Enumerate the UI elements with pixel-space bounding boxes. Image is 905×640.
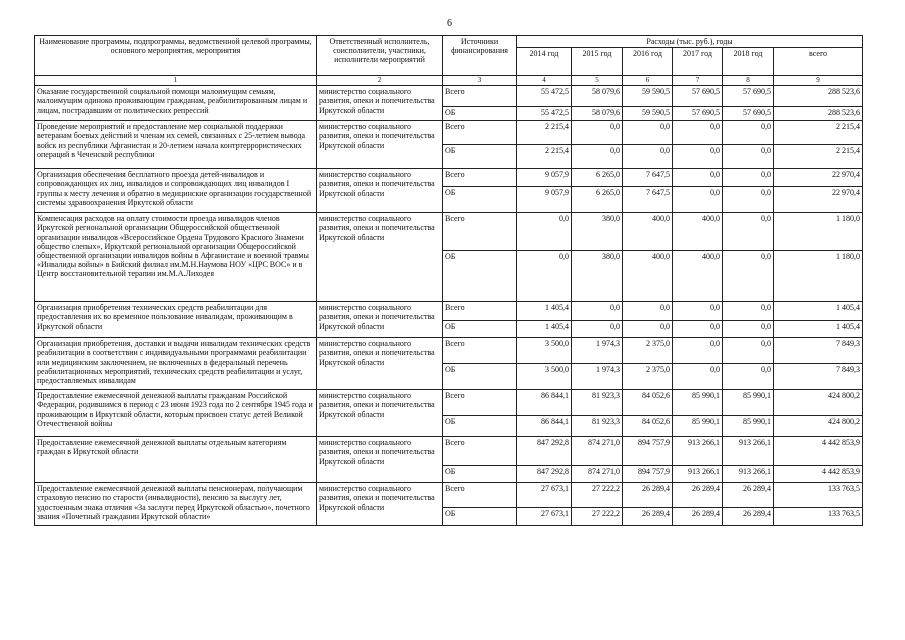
value-2016: 59 590,5 <box>623 86 673 107</box>
value-2017: 913 266,1 <box>673 437 723 466</box>
value-2014: 55 472,5 <box>517 86 572 107</box>
responsible-executor: министерство социального развития, опеки и попечительства Иркутской области <box>317 483 443 526</box>
value-2016: 26 289,4 <box>623 508 673 526</box>
value-2017: 0,0 <box>673 338 723 364</box>
value-2018: 85 990,1 <box>723 390 774 416</box>
value-2015: 1 974,3 <box>572 364 623 390</box>
value-2016: 84 052,6 <box>623 416 673 437</box>
value-2015: 81 923,3 <box>572 390 623 416</box>
column-number: 3 <box>443 76 517 86</box>
measure-name: Предоставление ежемесячной денежной выплаты отдельным категориям граждан в Иркутской области <box>35 437 317 483</box>
page-number: 6 <box>447 18 452 29</box>
value-2016: 400,0 <box>623 213 673 251</box>
value-2017: 0,0 <box>673 302 723 321</box>
value-2014: 1 405,4 <box>517 321 572 338</box>
value-2018: 0,0 <box>723 251 774 302</box>
value-2018: 913 266,1 <box>723 466 774 483</box>
value-2018: 0,0 <box>723 364 774 390</box>
expenses-table <box>34 35 863 526</box>
responsible-executor: министерство социального развития, опеки и попечительства Иркутской области <box>317 213 443 302</box>
value-2017: 57 690,5 <box>673 86 723 107</box>
value-2016: 894 757,9 <box>623 466 673 483</box>
column-number: 9 <box>774 76 863 86</box>
value-2017: 26 289,4 <box>673 508 723 526</box>
header-year-2017: 2017 год <box>673 48 723 76</box>
value-2018: 0,0 <box>723 121 774 145</box>
header-year-2015: 2015 год <box>572 48 623 76</box>
value-2015: 81 923,3 <box>572 416 623 437</box>
value-2015: 380,0 <box>572 251 623 302</box>
column-number: 5 <box>572 76 623 86</box>
value-total: 22 970,4 <box>774 187 863 213</box>
value-2017: 0,0 <box>673 145 723 169</box>
value-2014: 9 057,9 <box>517 169 572 187</box>
value-2016: 0,0 <box>623 145 673 169</box>
funding-source: Всего <box>443 390 517 416</box>
value-2017: 0,0 <box>673 364 723 390</box>
value-2015: 27 222,2 <box>572 508 623 526</box>
value-2014: 27 673,1 <box>517 508 572 526</box>
measure-name: Компенсация расходов на оплату стоимости проезда инвалидов членов Иркутской региональной организации Общероссийской общественной организации инвалидов «Всероссийское Ордена Трудового Красного Знамени общество слепых», Иркутской региональной организации Общероссийской общественной организации инвалидов войны в Афганистане и военной травмы «Инвалиды войны» в Бийский филиал им.М.Н.Наумова НОУ «ЦРС ВОС» и в Центр восстановительной терапии им.М.А.Лиходея <box>35 213 317 302</box>
value-2014: 0,0 <box>517 251 572 302</box>
value-2014: 27 673,1 <box>517 483 572 508</box>
value-total: 2 215,4 <box>774 145 863 169</box>
value-2015: 0,0 <box>572 302 623 321</box>
value-2015: 0,0 <box>572 121 623 145</box>
value-2015: 0,0 <box>572 321 623 338</box>
value-2016: 400,0 <box>623 251 673 302</box>
value-2017: 0,0 <box>673 187 723 213</box>
value-2016: 84 052,6 <box>623 390 673 416</box>
value-total: 4 442 853,9 <box>774 466 863 483</box>
value-2017: 400,0 <box>673 213 723 251</box>
funding-source: Всего <box>443 302 517 321</box>
responsible-executor: министерство социального развития, опеки и попечительства Иркутской области <box>317 302 443 338</box>
funding-source: Всего <box>443 483 517 508</box>
header-name: Наименование программы, подпрограммы, ведомственной целевой программы, основного мероприятия, мероприятия <box>35 36 317 76</box>
value-2016: 2 375,0 <box>623 338 673 364</box>
value-2014: 3 500,0 <box>517 364 572 390</box>
value-2015: 380,0 <box>572 213 623 251</box>
funding-source: ОБ <box>443 508 517 526</box>
value-total: 288 523,6 <box>774 107 863 121</box>
header-responsible: Ответственный исполнитель, соисполнители, участники, исполнители мероприятий <box>317 36 443 76</box>
column-number: 4 <box>517 76 572 86</box>
value-2015: 874 271,0 <box>572 466 623 483</box>
measure-name: Организация приобретения технических средств реабилитации для предоставления их во временное пользование инвалидам, проживающим в Иркутской области <box>35 302 317 338</box>
table-row <box>35 213 863 251</box>
funding-source: ОБ <box>443 187 517 213</box>
value-2016: 0,0 <box>623 121 673 145</box>
value-2015: 27 222,2 <box>572 483 623 508</box>
funding-source: Всего <box>443 169 517 187</box>
funding-source: Всего <box>443 86 517 107</box>
value-2016: 7 647,5 <box>623 169 673 187</box>
value-2018: 85 990,1 <box>723 416 774 437</box>
header-total: всего <box>774 48 863 76</box>
funding-source: Всего <box>443 213 517 251</box>
table-row <box>35 483 863 508</box>
value-total: 424 800,2 <box>774 416 863 437</box>
value-2018: 26 289,4 <box>723 483 774 508</box>
value-2016: 2 375,0 <box>623 364 673 390</box>
measure-name: Оказание государственной социальной помощи малоимущим семьям, малоимущим одиноко проживающим гражданам, реабилитированным лицам и лицам, пострадавшим от политических репрессий <box>35 86 317 121</box>
value-2018: 26 289,4 <box>723 508 774 526</box>
value-total: 133 763,5 <box>774 508 863 526</box>
value-2016: 0,0 <box>623 302 673 321</box>
measure-name: Организация обеспечения бесплатного проезда детей-инвалидов и сопровождающих их лиц, инвалидов и сопровождающих лиц инвалидов I группы к месту лечения и обратно в медицинские организации государственной системы здравоохранения Иркутской области <box>35 169 317 213</box>
responsible-executor: министерство социального развития, опеки и попечительства Иркутской области <box>317 338 443 390</box>
value-2015: 1 974,3 <box>572 338 623 364</box>
value-total: 1 180,0 <box>774 213 863 251</box>
value-2014: 2 215,4 <box>517 145 572 169</box>
value-2018: 0,0 <box>723 302 774 321</box>
column-number: 6 <box>623 76 673 86</box>
value-2016: 26 289,4 <box>623 483 673 508</box>
value-2014: 847 292,8 <box>517 437 572 466</box>
value-2017: 400,0 <box>673 251 723 302</box>
value-2014: 0,0 <box>517 213 572 251</box>
value-2014: 1 405,4 <box>517 302 572 321</box>
funding-source: ОБ <box>443 145 517 169</box>
value-2018: 57 690,5 <box>723 86 774 107</box>
value-2017: 913 266,1 <box>673 466 723 483</box>
value-2014: 86 844,1 <box>517 416 572 437</box>
funding-source: Всего <box>443 121 517 145</box>
value-total: 22 970,4 <box>774 169 863 187</box>
value-2018: 0,0 <box>723 145 774 169</box>
header-expenses: Расходы (тыс. руб.), годы <box>517 36 863 48</box>
measure-name: Организация приобретения, доставки и выдачи инвалидам технических средств реабилитации в соответствии с индивидуальными программами реабилитации или медицинским заключением, не включенных в федеральный перечень реабилитационных мероприятий, технических средств реабилитации и услуг, предоставляемых инвалидам <box>35 338 317 390</box>
responsible-executor: министерство социального развития, опеки и попечительства Иркутской области <box>317 121 443 169</box>
column-number: 2 <box>317 76 443 86</box>
measure-name: Предоставление ежемесячной денежной выплаты гражданам Российской Федерации, родившимся в период с 23 июня 1923 года по 2 сентября 1945 года и проживающим в Иркутской области, которым присвоен статус детей Великой Отечественной войны <box>35 390 317 437</box>
value-total: 288 523,6 <box>774 86 863 107</box>
value-total: 1 405,4 <box>774 321 863 338</box>
header-year-2016: 2016 год <box>623 48 673 76</box>
value-2015: 874 271,0 <box>572 437 623 466</box>
funding-source: ОБ <box>443 364 517 390</box>
value-total: 7 849,3 <box>774 338 863 364</box>
value-2018: 0,0 <box>723 213 774 251</box>
value-2016: 894 757,9 <box>623 437 673 466</box>
table-row <box>35 86 863 107</box>
value-total: 1 405,4 <box>774 302 863 321</box>
value-2015: 6 265,0 <box>572 187 623 213</box>
value-2016: 59 590,5 <box>623 107 673 121</box>
value-2015: 0,0 <box>572 145 623 169</box>
value-total: 133 763,5 <box>774 483 863 508</box>
value-2017: 85 990,1 <box>673 390 723 416</box>
value-total: 4 442 853,9 <box>774 437 863 466</box>
funding-source: ОБ <box>443 321 517 338</box>
responsible-executor: министерство социального развития, опеки и попечительства Иркутской области <box>317 390 443 437</box>
value-2016: 0,0 <box>623 321 673 338</box>
responsible-executor: министерство социального развития, опеки и попечительства Иркутской области <box>317 86 443 121</box>
value-total: 1 180,0 <box>774 251 863 302</box>
column-number: 8 <box>723 76 774 86</box>
value-2016: 7 647,5 <box>623 187 673 213</box>
value-2018: 0,0 <box>723 187 774 213</box>
value-2015: 58 079,6 <box>572 107 623 121</box>
value-2014: 86 844,1 <box>517 390 572 416</box>
responsible-executor: министерство социального развития, опеки и попечительства Иркутской области <box>317 169 443 213</box>
value-2017: 57 690,5 <box>673 107 723 121</box>
value-2015: 6 265,0 <box>572 169 623 187</box>
value-2018: 0,0 <box>723 321 774 338</box>
value-2017: 26 289,4 <box>673 483 723 508</box>
value-total: 2 215,4 <box>774 121 863 145</box>
responsible-executor: министерство социального развития, опеки и попечительства Иркутской области <box>317 437 443 483</box>
value-2014: 55 472,5 <box>517 107 572 121</box>
value-2017: 0,0 <box>673 169 723 187</box>
measure-name: Проведение мероприятий и предоставление мер социальной поддержки ветеранам боевых действий и членам их семей, связанных с 25-летием вывода войск из республики Афганистан и 20-летием начала контртеррористических операций в Чеченской республики <box>35 121 317 169</box>
funding-source: ОБ <box>443 466 517 483</box>
column-number: 1 <box>35 76 317 86</box>
value-2014: 3 500,0 <box>517 338 572 364</box>
column-number: 7 <box>673 76 723 86</box>
header-year-2014: 2014 год <box>517 48 572 76</box>
value-2018: 913 266,1 <box>723 437 774 466</box>
funding-source: ОБ <box>443 416 517 437</box>
table-row <box>35 169 863 187</box>
value-total: 424 800,2 <box>774 390 863 416</box>
value-2018: 57 690,5 <box>723 107 774 121</box>
value-2017: 0,0 <box>673 321 723 338</box>
table-row <box>35 338 863 364</box>
table-row <box>35 390 863 416</box>
funding-source: ОБ <box>443 107 517 121</box>
value-2018: 0,0 <box>723 169 774 187</box>
header-year-2018: 2018 год <box>723 48 774 76</box>
value-2014: 9 057,9 <box>517 187 572 213</box>
value-2014: 2 215,4 <box>517 121 572 145</box>
measure-name: Предоставление ежемесячной денежной выплаты пенсионерам, получающим страховую пенсию по старости (инвалидности), пенсию за выслугу лет, удостоенным знака отличия «За заслуги перед Иркутской областью», почетного звания «Почетный гражданин Иркутской области» <box>35 483 317 526</box>
table-row <box>35 437 863 466</box>
table-row <box>35 121 863 145</box>
value-2014: 847 292,8 <box>517 466 572 483</box>
value-2017: 0,0 <box>673 121 723 145</box>
table-row <box>35 302 863 321</box>
funding-source: Всего <box>443 437 517 466</box>
value-2015: 58 079,6 <box>572 86 623 107</box>
funding-source: Всего <box>443 338 517 364</box>
value-2017: 85 990,1 <box>673 416 723 437</box>
value-total: 7 849,3 <box>774 364 863 390</box>
value-2018: 0,0 <box>723 338 774 364</box>
funding-source: ОБ <box>443 251 517 302</box>
header-sources: Источники финансирования <box>443 36 517 76</box>
